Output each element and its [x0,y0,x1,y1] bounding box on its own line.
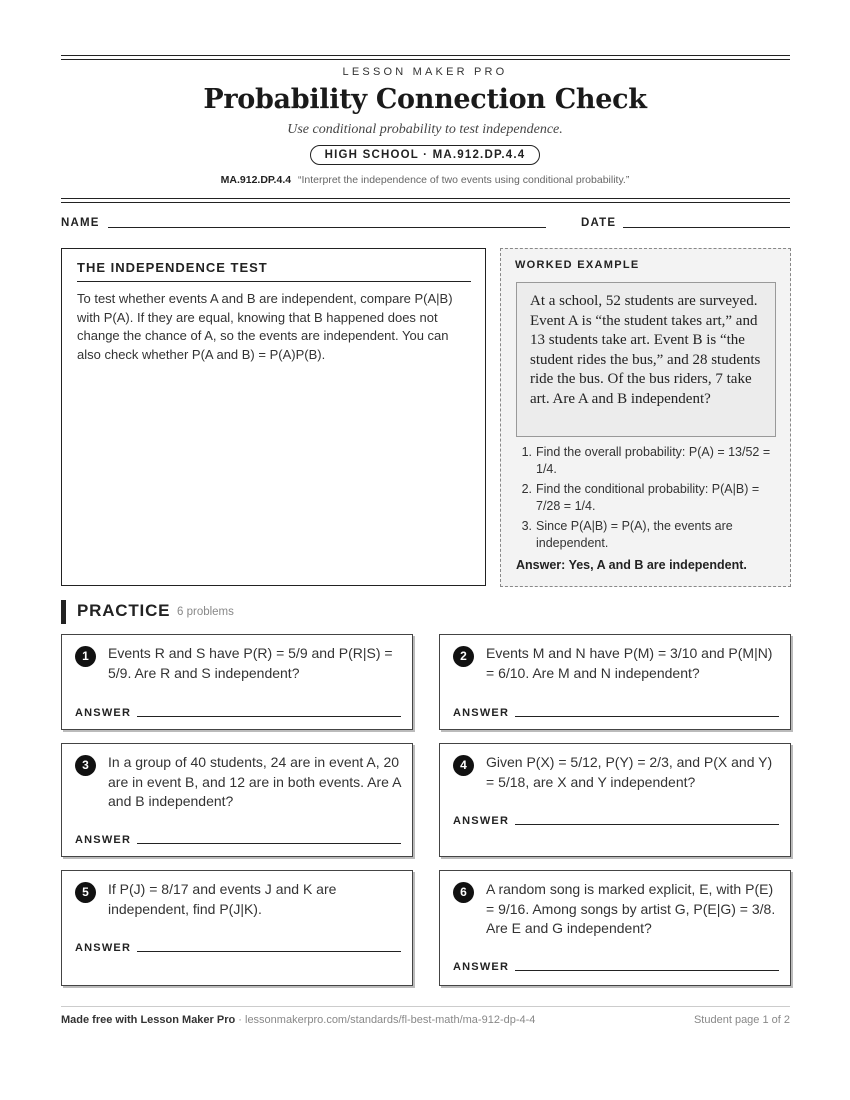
problem-text: A random song is marked explicit, E, with P(E) = 9/16. Among songs by artist G, P(E|G) = 3/8. Are E and G independent? [486,881,776,936]
problem-text: If P(J) = 8/17 and events J and K are independent, find P(J|K). [108,881,337,917]
problem-number-badge: 6 [453,882,474,903]
answer-field[interactable] [515,970,779,971]
footer-credit [61,1014,535,1026]
practice-count: 6 problems [177,606,234,618]
step-text: Find the conditional probability: P(A|B) = 7/28 = 1/4. [536,482,760,513]
problem-number-badge: 3 [75,755,96,776]
footer-separator: · [235,1014,245,1026]
practice-problem-5 [61,870,413,986]
problem-number-badge: 4 [453,755,474,776]
answer-label: ANSWER [75,942,132,954]
practice-problem-1 [61,634,413,730]
date-label: DATE [581,217,617,229]
name-label: NAME [61,217,100,229]
standard-quote: “Interpret the independence of two events using conditional probability.” [298,174,630,186]
grade-standard-badge: HIGH SCHOOL · MA.912.DP.4.4 [310,145,541,165]
practice-accent-bar [61,600,66,624]
page-title: Probability Connection Check [203,84,647,115]
problem-text: In a group of 40 students, 24 are in event A, 20 are in event B, and 12 are in both events. Are A and B independent? [108,754,401,809]
answer-label: ANSWER [453,707,510,719]
step-number: 2. [521,482,532,496]
practice-problem-3 [61,743,413,857]
problem-text: Events M and N have P(M) = 3/10 and P(M|N) = 6/10. Are M and N independent? [486,645,773,681]
step-text: Since P(A|B) = P(A), the events are independent. [536,519,733,550]
practice-problem-4 [439,743,791,857]
standard-code: MA.912.DP.4.4 [220,174,292,186]
worked-example-step [516,444,778,478]
worked-example-box [500,248,791,587]
page-subtitle: Use conditional probability to test independence. [287,122,563,137]
answer-field[interactable] [137,716,401,717]
answer-label: ANSWER [75,707,132,719]
independence-test-box [61,248,486,586]
worked-example-problem: At a school, 52 students are surveyed. Event A is “the student takes art,” and 13 students take art. Event B is “the student rides the bus,” and 28 students ride the bus. Of the bus riders, 7 take art. Are A and B independent? [516,282,776,437]
top-double-rule [61,55,790,60]
problem-number-badge: 1 [75,646,96,667]
problem-text: Given P(X) = 5/12, P(Y) = 2/3, and P(X and Y) = 5/18, are X and Y independent? [486,754,773,790]
step-number: 1. [521,445,532,459]
answer-field[interactable] [515,824,779,825]
answer-field[interactable] [137,843,401,844]
independence-test-body: To test whether events A and B are independent, compare P(A|B) with P(A). If they are equal, knowing that B happened does not change the chance of A, so the events are independent. You can also check whether P(A and B) = P(A)P(B). [77,291,453,362]
worked-example-step [516,481,778,515]
footer-url-link[interactable]: lessonmakerpro.com/standards/fl-best-math/ma-912-dp-4-4 [245,1014,536,1026]
step-text: Find the overall probability: P(A) = 13/52 = 1/4. [536,445,771,476]
footer-page-number: Student page 1 of 2 [693,1014,790,1026]
worked-example-heading: WORKED EXAMPLE [515,259,640,271]
answer-field[interactable] [137,951,401,952]
answer-field[interactable] [515,716,779,717]
footer-made-with: Made free with Lesson Maker Pro [61,1014,236,1026]
problem-number-badge: 2 [453,646,474,667]
problem-number-badge: 5 [75,882,96,903]
badge-container [0,145,850,165]
date-field[interactable] [623,227,790,228]
practice-problem-6 [439,870,791,986]
worked-example-steps [516,444,778,555]
answer-label: ANSWER [453,961,510,973]
standard-description [0,174,850,186]
worked-example-answer: Answer: Yes, A and B are independent. [516,558,747,572]
independence-test-heading: THE INDEPENDENCE TEST [77,260,471,282]
brand-name: LESSON MAKER PRO [342,66,508,78]
answer-label: ANSWER [453,815,510,827]
answer-label: ANSWER [75,834,132,846]
practice-problem-2 [439,634,791,730]
footer-divider [61,1006,790,1007]
step-number: 3. [521,519,532,533]
name-field[interactable] [108,227,546,228]
problem-text: Events R and S have P(R) = 5/9 and P(R|S) = 5/9. Are R and S independent? [108,645,393,681]
worked-example-step [516,518,778,552]
header-bottom-double-rule [61,198,790,203]
practice-heading: PRACTICE [77,601,171,620]
